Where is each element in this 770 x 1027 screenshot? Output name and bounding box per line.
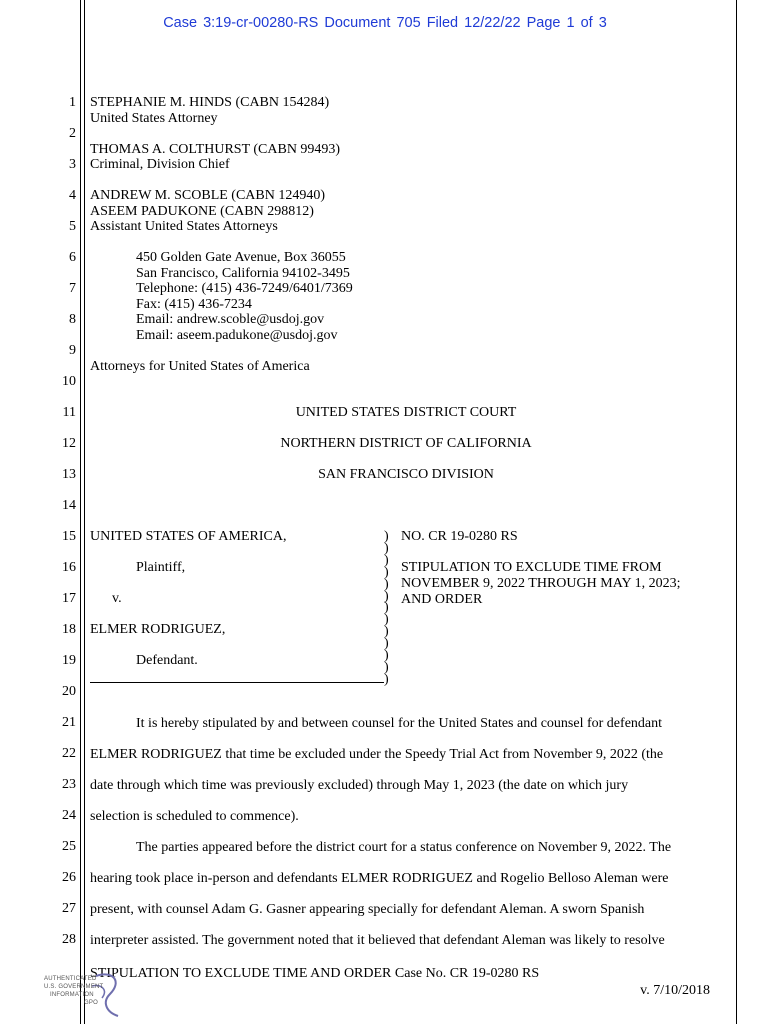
document-title-line: STIPULATION TO EXCLUDE TIME FROM xyxy=(401,560,662,575)
line-number: 26 xyxy=(62,870,76,885)
line-number: 15 xyxy=(62,529,76,544)
counsel-line: ANDREW M. SCOBLE (CABN 124940) xyxy=(90,188,326,203)
body-line: present, with counsel Adam G. Gasner appearing specially for defendant Aleman. A sworn Spanish xyxy=(90,902,645,917)
footer-title: STIPULATION TO EXCLUDE TIME AND ORDER Case No. CR 19-0280 RS xyxy=(90,966,540,981)
line-number: 4 xyxy=(69,188,76,203)
line-number: 7 xyxy=(69,281,76,296)
seal-text: U.S. GOVERNMENT xyxy=(44,984,104,990)
right-margin-rule xyxy=(736,0,737,1024)
document-title-line: AND ORDER xyxy=(401,592,483,607)
line-number: 12 xyxy=(62,436,76,451)
line-number: 21 xyxy=(62,715,76,730)
gpo-authentication-seal xyxy=(44,968,124,1022)
address-line: Telephone: (415) 436-7249/6401/7369 xyxy=(136,281,353,296)
line-number: 27 xyxy=(62,901,76,916)
caption-underline xyxy=(90,682,384,683)
line-number: 22 xyxy=(62,746,76,761)
versus: v. xyxy=(112,591,122,606)
line-number: 16 xyxy=(62,560,76,575)
counsel-line: Criminal, Division Chief xyxy=(90,157,230,172)
seal-text: INFORMATION xyxy=(50,992,94,998)
line-number: 10 xyxy=(62,374,76,389)
address-line: San Francisco, California 94102-3495 xyxy=(136,266,350,281)
line-number: 6 xyxy=(69,250,76,265)
left-margin-rule-inner xyxy=(84,0,85,1024)
defendant-name: ELMER RODRIGUEZ, xyxy=(90,622,226,637)
line-number: 23 xyxy=(62,777,76,792)
counsel-line: Assistant United States Attorneys xyxy=(90,219,278,234)
defendant-role: Defendant. xyxy=(136,653,198,668)
line-number: 25 xyxy=(62,839,76,854)
line-number: 5 xyxy=(69,219,76,234)
body-line: interpreter assisted. The government noted that it believed that defendant Aleman was likely to resolve xyxy=(90,933,665,948)
counsel-line: ASEEM PADUKONE (CABN 298812) xyxy=(90,204,314,219)
email-line: Email: andrew.scoble@usdoj.gov xyxy=(136,312,325,327)
caption-parentheses: ) ) ) ) ) ) ) ) ) ) ) ) ) xyxy=(384,529,389,687)
plaintiff-name: UNITED STATES OF AMERICA, xyxy=(90,529,287,544)
line-number: 9 xyxy=(69,343,76,358)
ecf-header-stamp: Case 3:19-cr-00280-RS Document 705 Filed 12/22/22 Page 1 of 3 xyxy=(163,15,607,31)
body-line: date through which time was previously excluded) through May 1, 2023 (the date on which jury xyxy=(90,778,629,793)
counsel-line: United States Attorney xyxy=(90,111,218,126)
line-number: 24 xyxy=(62,808,76,823)
address-line: 450 Golden Gate Avenue, Box 36055 xyxy=(136,250,346,265)
body-line: selection is scheduled to commence). xyxy=(90,809,299,824)
address-line: Fax: (415) 436-7234 xyxy=(136,297,252,312)
left-margin-rule xyxy=(80,0,81,1024)
line-number: 19 xyxy=(62,653,76,668)
body-line: The parties appeared before the district court for a status conference on November 9, 2022. The xyxy=(136,840,672,855)
court-name: UNITED STATES DISTRICT COURT xyxy=(295,405,517,420)
line-number: 1 xyxy=(69,95,76,110)
body-line: It is hereby stipulated by and between counsel for the United States and counsel for defendant xyxy=(136,716,663,731)
line-number: 28 xyxy=(62,932,76,947)
footer-version: v. 7/10/2018 xyxy=(640,983,710,998)
line-number: 2 xyxy=(69,126,76,141)
counsel-line: THOMAS A. COLTHURST (CABN 99493) xyxy=(90,142,341,157)
line-number: 13 xyxy=(62,467,76,482)
line-number: 17 xyxy=(62,591,76,606)
court-division: SAN FRANCISCO DIVISION xyxy=(318,467,494,482)
seal-text: AUTHENTICATED xyxy=(44,976,97,982)
line-number: 8 xyxy=(69,312,76,327)
line-number: 14 xyxy=(62,498,76,513)
body-line: hearing took place in-person and defendants ELMER RODRIGUEZ and Rogelio Belloso Aleman were xyxy=(90,871,669,886)
document-title-line: NOVEMBER 9, 2022 THROUGH MAY 1, 2023; xyxy=(401,576,681,591)
line-number: 20 xyxy=(62,684,76,699)
counsel-line: STEPHANIE M. HINDS (CABN 154284) xyxy=(90,95,330,110)
attorneys-for: Attorneys for United States of America xyxy=(90,359,310,374)
plaintiff-role: Plaintiff, xyxy=(136,560,186,575)
line-number: 18 xyxy=(62,622,76,637)
line-number: 3 xyxy=(69,157,76,172)
line-number: 11 xyxy=(62,405,76,420)
case-number: NO. CR 19-0280 RS xyxy=(401,529,518,544)
body-line: ELMER RODRIGUEZ that time be excluded under the Speedy Trial Act from November 9, 2022 (the xyxy=(90,747,664,762)
court-district: NORTHERN DISTRICT OF CALIFORNIA xyxy=(280,436,532,451)
email-line: Email: aseem.padukone@usdoj.gov xyxy=(136,328,338,343)
seal-text: GPO xyxy=(84,1000,98,1006)
